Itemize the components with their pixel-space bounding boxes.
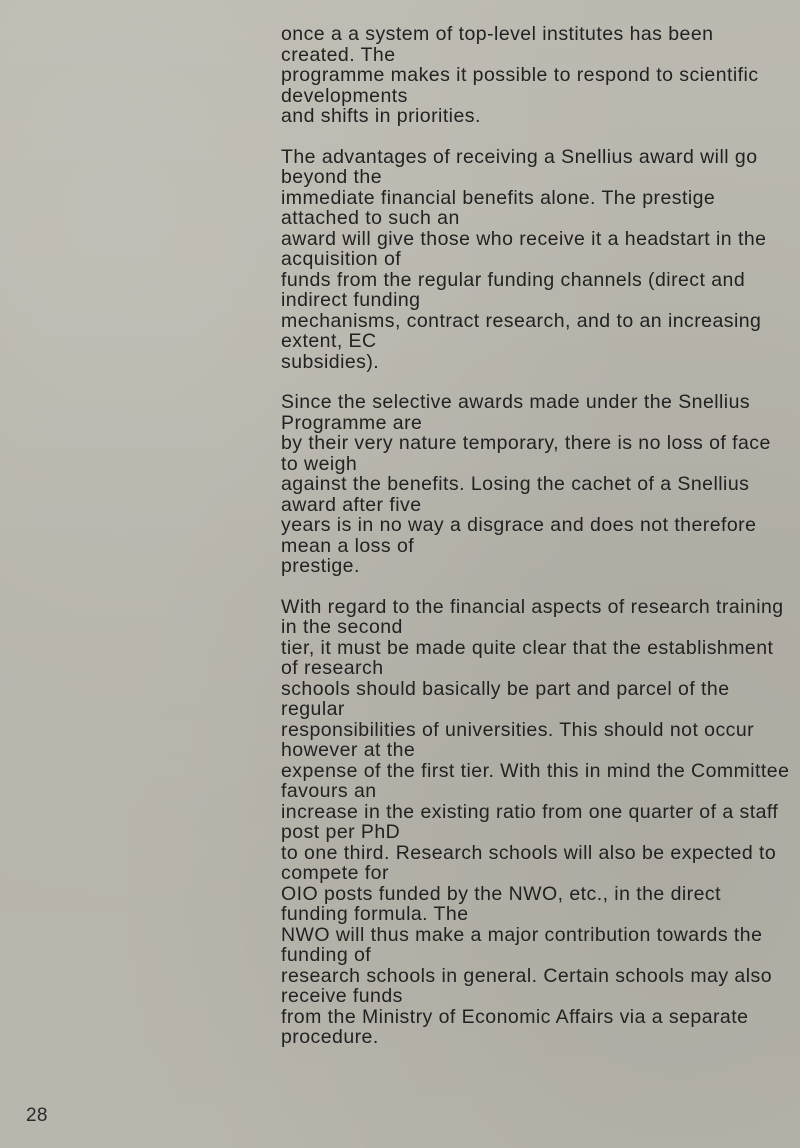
paragraph-2: The advantages of receiving a Snellius award will go beyond the immediate financial benefits alone. The prestige attached to such an award will give those who receive it a headstart in the acquisition of funds from the regular funding channels (direct and indirect funding mechanisms, contract research, and to an increasing extent, EC subsidies).: [281, 145, 767, 373]
paragraph-1: once a a system of top-level institutes has been created. The programme makes it possible to respond to scientific developments and shifts in priorities.: [281, 23, 759, 127]
paragraph-3: Since the selective awards made under the Snellius Programme are by their very nature temporary, there is no loss of face to weigh against the benefits. Losing the cachet of a Snellius award after five years is in no way a disgrace and does not therefore mean a loss of prestige.: [281, 391, 771, 577]
paragraph-4: With regard to the financial aspects of research training in the second tier, it must be made quite clear that the establishment of research schools should basically be part and parcel of the regular responsibilities of universities. This should not occur however at the expense of the first tier. With this in mind the Committee favours an increase in the existing ratio from one quarter of a staff post per PhD to one third. Research schools will also be expected to compete for OIO posts funded by the NWO, etc., in the direct funding formula. The NWO will thus make a major contribution towards the funding of research schools in general. Certain schools may also receive funds from the Ministry of Economic Affairs via a separate procedure.: [281, 595, 790, 1048]
page-number: 28: [26, 1105, 48, 1126]
body-text: [281, 24, 791, 1068]
